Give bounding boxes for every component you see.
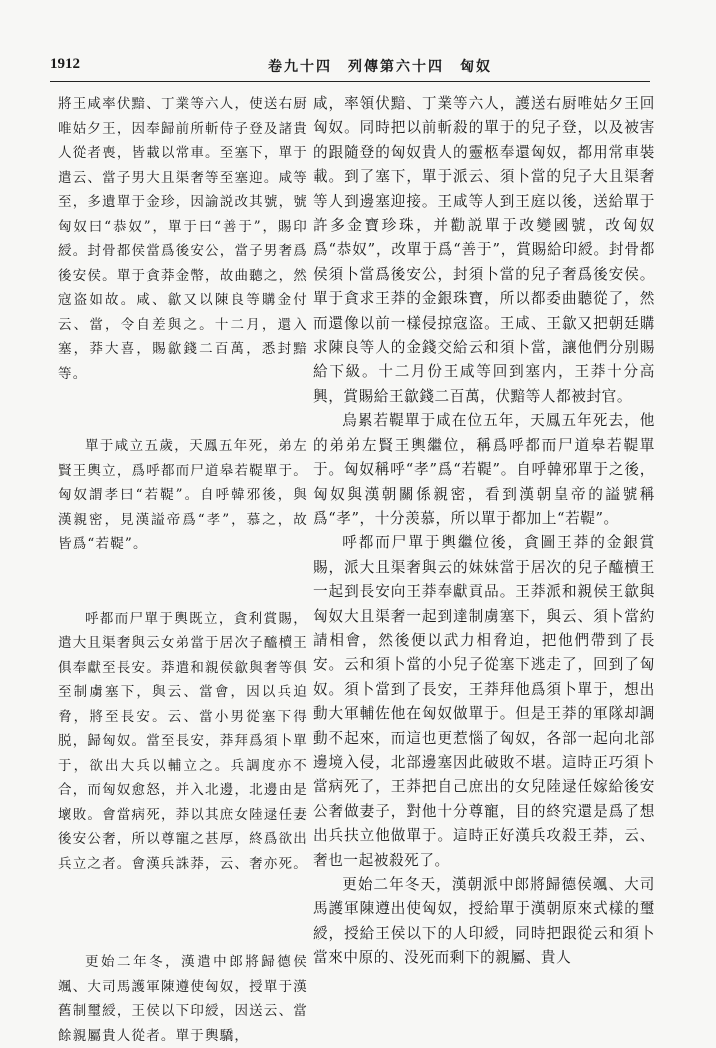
translation-paragraph-1: 咸，率領伏黯、丁業等六人，護送右厨唯姑夕王回匈奴。同時把以前斬殺的單于的兒子登，以及被害的跟隨登的匈奴貴人的靈柩奉還匈奴，都用常車裝載。到了塞下，單于派云、須卜當的兒子大且渠奢等人到邊塞迎接。王咸等人到王庭以後，送給單于許多金寶珍珠，并勸説單于改變國號，改匈奴爲“恭奴”，改單于爲“善于”，賞賜給印綬。封骨都侯須卜當爲後安公，封須卜當的兒子奢爲後安侯。單于貪求王莽的金銀珠寶，所以都委曲聽從了，然而還像以前一樣侵掠寇盗。王咸、王歙又把朝廷購求陳良等人的金錢交給云和須卜當，讓他們分别賜給下級。十二月份王咸等回到塞内，王莽十分高興，賞賜給王歙錢二百萬，伏黯等人都被封官。: [313, 95, 655, 405]
translation-paragraph-2: 烏累若鞮單于咸在位五年，天鳳五年死去，他的弟弟左賢王輿繼位，稱爲呼都而尸道皋若鞮單于。匈奴稱呼“孝”爲“若鞮”。自呼韓邪單于之後，匈奴與漢朝關係親密，看到漢朝皇帝的謚號稱爲“孝”，十分羡慕，所以單于都加上“若鞮”。: [313, 412, 655, 527]
header-rule: [50, 81, 650, 82]
classical-paragraph-4: 更始二年冬，漢遣中郎將歸德侯颯、大司馬護軍陳遵使匈奴，授單于漢舊制璽綬，王侯以下印綬，因送云、當餘親屬貴人從者。單于輿驕，: [58, 954, 308, 1044]
classical-chinese-column: [58, 92, 308, 1048]
modern-translation-column: [313, 92, 655, 971]
classical-paragraph-2: 單于咸立五歲，天鳳五年死，弟左賢王輿立，爲呼都而尸道皋若鞮單于。匈奴謂孝曰“若鞮”。自呼韓邪後，與漢親密，見漢謚帝爲“孝”，慕之，故皆爲“若鞮”。: [58, 438, 308, 552]
page-header: [50, 54, 650, 78]
classical-paragraph-3: 呼都而尸單于輿既立，貪利賞賜，遣大且渠奢與云女弟當于居次子醯櫝王俱奉獻至長安。莽遣和親侯歙與奢等俱至制虜塞下，與云、當會，因以兵迫脅，將至長安。云、當小男從塞下得脱，歸匈奴。當至長安，莽拜爲須卜單于，欲出大兵以輔立之。兵調度亦不合，而匈奴愈怒，并入北邊，北邊由是壞敗。會當病死，莽以其庶女陸逯任妻後安公奢，所以尊寵之甚厚，終爲欲出兵立之者。會漢兵誅莽，云、奢亦死。: [58, 610, 308, 872]
page-number: 1912: [50, 56, 80, 72]
translation-paragraph-4: 更始二年冬天，漢朝派中郎將歸德侯颯、大司馬護軍陳遵出使匈奴，授給單于漢朝原來式樣的璽綬，授給王侯以下的人印綬，同時把跟從云和須卜當來中原的、没死而剩下的親屬、貴人: [313, 876, 655, 967]
translation-paragraph-3: 呼都而尸單于輿繼位後，貪圖王莽的金銀賞賜，派大且渠奢與云的妹妹當于居次的兒子醯櫝王一起到長安向王莽奉獻貢品。王莽派和親侯王歙與匈奴大且渠奢一起到達制虜塞下，與云、須卜當約請相會，然後便以武力相脅迫，把他們帶到了長安。云和須卜當的小兒子從塞下逃走了，回到了匈奴。須卜當到了長安，王莽拜他爲須卜單于，想出動大軍輔佐他在匈奴做單于。但是王莽的軍隊却調動不起來，而這也更惹惱了匈奴，各部一起向北部邊境入侵，北部邊塞因此破敗不堪。這時正巧須卜當病死了，王莽把自己庶出的女兒陸逯任嫁給後安公奢做妻子，對他十分尊寵，目的終究還是爲了想出兵扶立他做單于。這時正好漢兵攻殺王莽，云、奢也一起被殺死了。: [313, 534, 655, 869]
running-title: 卷九十四 列傳第六十四 匈奴: [268, 59, 492, 75]
classical-paragraph-1: 將王咸率伏黯、丁業等六人，使送右厨唯姑夕王，因奉歸前所斬侍子登及諸貴人從者喪，皆載以常車。至塞下，單于遣云、當子男大且渠奢等至塞迎。咸等至，多遺單于金珍，因諭説改其號，號匈奴曰“恭奴”，單于曰“善于”，賜印綬。封骨都侯當爲後安公，當子男奢爲後安侯。單于貪莽金幣，故曲聽之，然寇盗如故。咸、歙又以陳良等購金付云、當，令自差與之。十二月，還入塞，莽大喜，賜歙錢二百萬，悉封黯等。: [58, 96, 308, 382]
